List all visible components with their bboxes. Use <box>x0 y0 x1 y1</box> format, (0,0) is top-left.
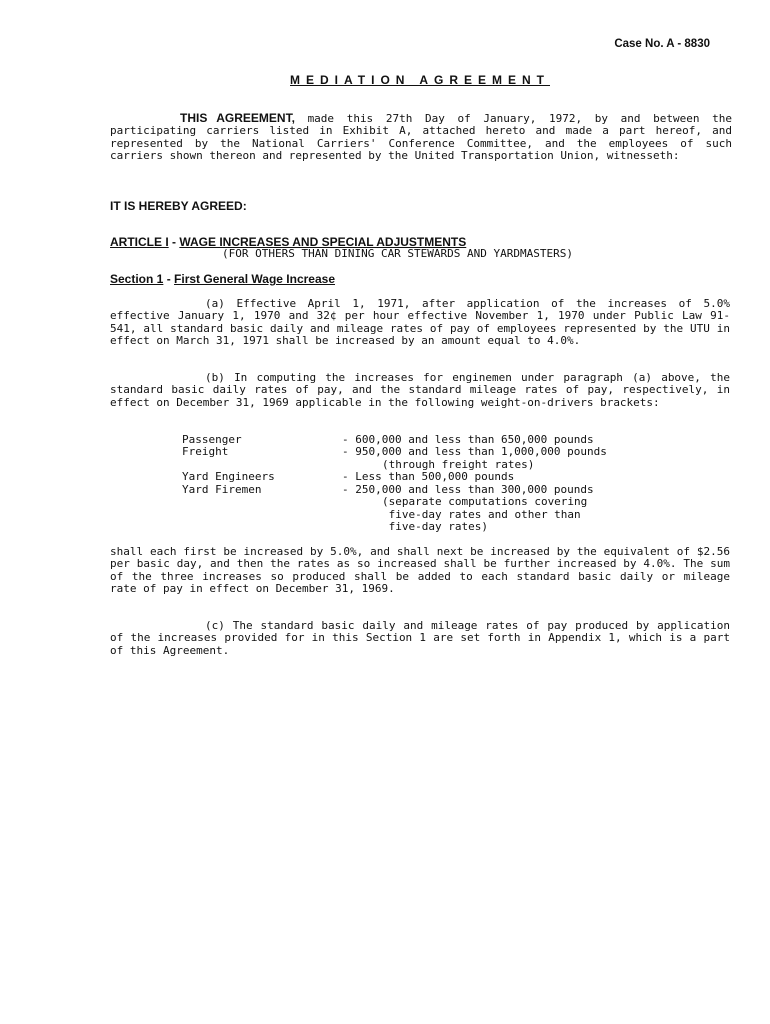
paragraph-c-text: (c) The standard basic daily and mileage rates of pay produced by application of the increases provided for in this Section 1 are set forth in Appendix 1, which is a part of this Agreement. <box>110 619 730 657</box>
article-label: ARTICLE I <box>110 235 169 249</box>
bracket-range-passenger: - 600,000 and less than 650,000 pounds <box>342 433 594 446</box>
preamble-lead: THIS AGREEMENT, <box>180 111 295 125</box>
bracket-class-freight: Freight <box>182 445 229 458</box>
paragraph-b-continuation: shall each first be increased by 5.0%, and shall next be increased by the equivalent of $2.56 per basic day, and then the rates as so increased shall be further increased by 4.0%. The sum of the three increases so produced shall be added to each standard basic daily or mileage rate of pay in effect on December 31, 1969. <box>110 545 730 596</box>
article-title: WAGE INCREASES AND SPECIAL ADJUSTMENTS <box>179 235 467 249</box>
case-number: Case No. A - 8830 <box>614 38 710 50</box>
paragraph-b-text: (b) In computing the increases for enginemen under paragraph (a) above, the standard basic daily rates of pay, and the standard mileage rates of pay, respectively, in effect on December 31, 1969 applicable in the following weight-on-drivers brackets: <box>110 371 730 409</box>
preamble-text: made this 27th Day of January, 1972, by and between the participating carriers listed in Exhibit A, attached hereto and made a part hereof, and represented by the National Carriers' Conference Committee, and the employees of such carriers shown thereon and represented by the United Transportation Union, witnesseth: <box>110 112 732 163</box>
bracket-class-yard-firemen: Yard Firemen <box>182 483 262 496</box>
bracket-range-freight: - 950,000 and less than 1,000,000 pounds <box>342 445 607 458</box>
bracket-class-yard-engineers: Yard Engineers <box>182 470 275 483</box>
paragraph-a <box>110 298 730 348</box>
section-title: First General Wage Increase <box>174 272 335 286</box>
paragraph-c <box>110 620 730 657</box>
section-separator: - <box>163 272 175 286</box>
paragraph-a-text: (a) Effective April 1, 1971, after application of the increases of 5.0% effective January 1, 1970 and 32¢ per hour effective November 1, 1970 under Public Law 91-541, all standard basic daily and mileage rates of pay of employees represented by the UTU in effect on March 31, 1971 shall be increased by an amount equal to 4.0%. <box>110 297 730 348</box>
bracket-range-yard-engineers: - Less than 500,000 pounds <box>342 470 515 483</box>
preamble-paragraph <box>110 112 732 163</box>
article-separator: - <box>168 235 180 249</box>
bracket-note-yard-firemen-2: five-day rates and other than <box>382 508 581 521</box>
bracket-range-yard-firemen: - 250,000 and less than 300,000 pounds <box>342 483 594 496</box>
bracket-note-yard-firemen-1: (separate computations covering <box>382 495 588 508</box>
bracket-note-freight: (through freight rates) <box>382 458 535 471</box>
bracket-class-passenger: Passenger <box>182 433 242 446</box>
article-subtitle: (FOR OTHERS THAN DINING CAR STEWARDS AND YARDMASTERS) <box>222 247 573 260</box>
section-label: Section 1 <box>110 272 164 286</box>
paragraph-b <box>110 372 730 409</box>
agreed-heading: IT IS HEREBY AGREED: <box>110 199 247 213</box>
section-heading <box>110 272 335 286</box>
document-title: MEDIATION AGREEMENT <box>290 73 550 87</box>
bracket-note-yard-firemen-3: five-day rates) <box>382 520 488 533</box>
